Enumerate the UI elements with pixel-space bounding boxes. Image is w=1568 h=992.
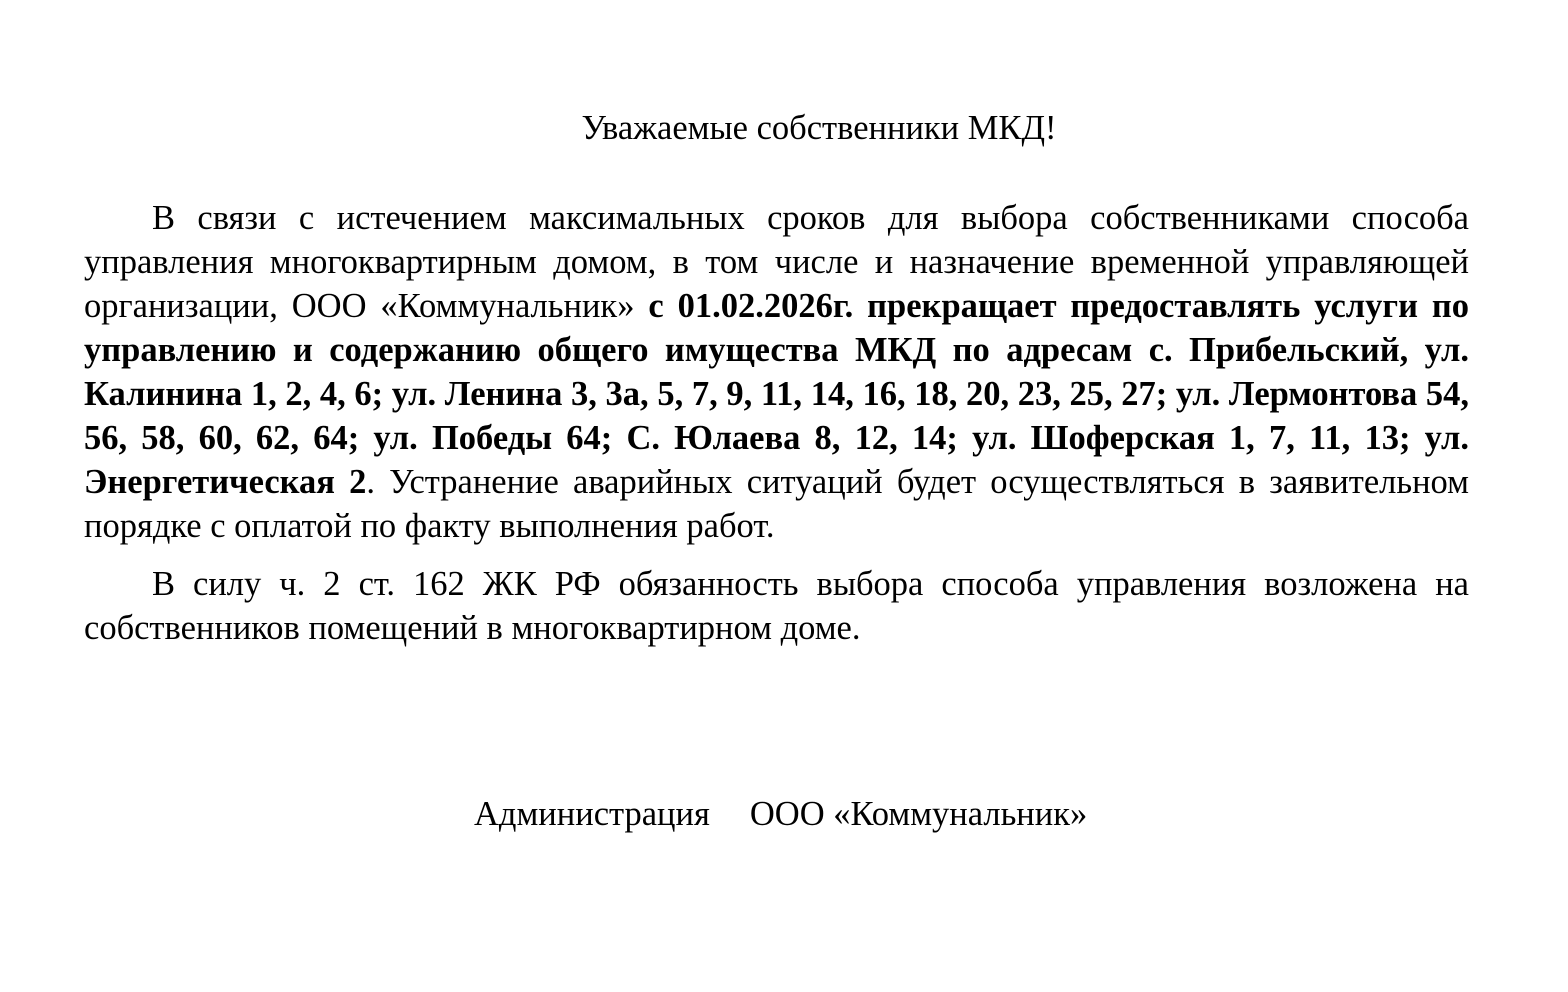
notice-body	[84, 196, 1469, 650]
paragraph-legal-basis: В силу ч. 2 ст. 162 ЖК РФ обязанность выбора способа управления возложена на собственников помещений в многоквартирном доме.	[84, 565, 1469, 647]
notice-greeting: Уважаемые собственники МКД!	[581, 109, 1057, 147]
paragraph-termination-outro: . Устранение аварийных ситуаций будет осуществляться в заявительном порядке с оплатой по факту выполнения работ.	[84, 463, 1469, 545]
signature	[474, 792, 1374, 836]
signature-organization: ООО «Коммунальник»	[749, 795, 1088, 833]
termination-statement-bold: с 01.02.2026г. прекращает предоставлять услуги по управлению и содержанию общего имущества МКД по адресам с. Прибельский, ул. Калинина 1, 2, 4, 6; ул. Ленина 3, 3а, 5, 7, 9, 11, 14, 16, 18, 20, 23, 25, 27; ул. Лермонтова 54, 56, 58, 60, 62, 64; ул. Победы 64; С. Юлаева 8, 12, 14; ул. Шоферская 1, 7, 11, 13; ул. Энергетическая 2	[84, 287, 1469, 501]
signature-role: Администрация	[474, 795, 710, 833]
paragraph-termination	[84, 196, 1469, 548]
paragraph-termination-intro: В связи с истечением максимальных сроков для выбора собственниками способа управления многоквартирным домом, в том числе и назначение временной управляющей организации, ООО «Коммунальник»	[84, 199, 1469, 325]
